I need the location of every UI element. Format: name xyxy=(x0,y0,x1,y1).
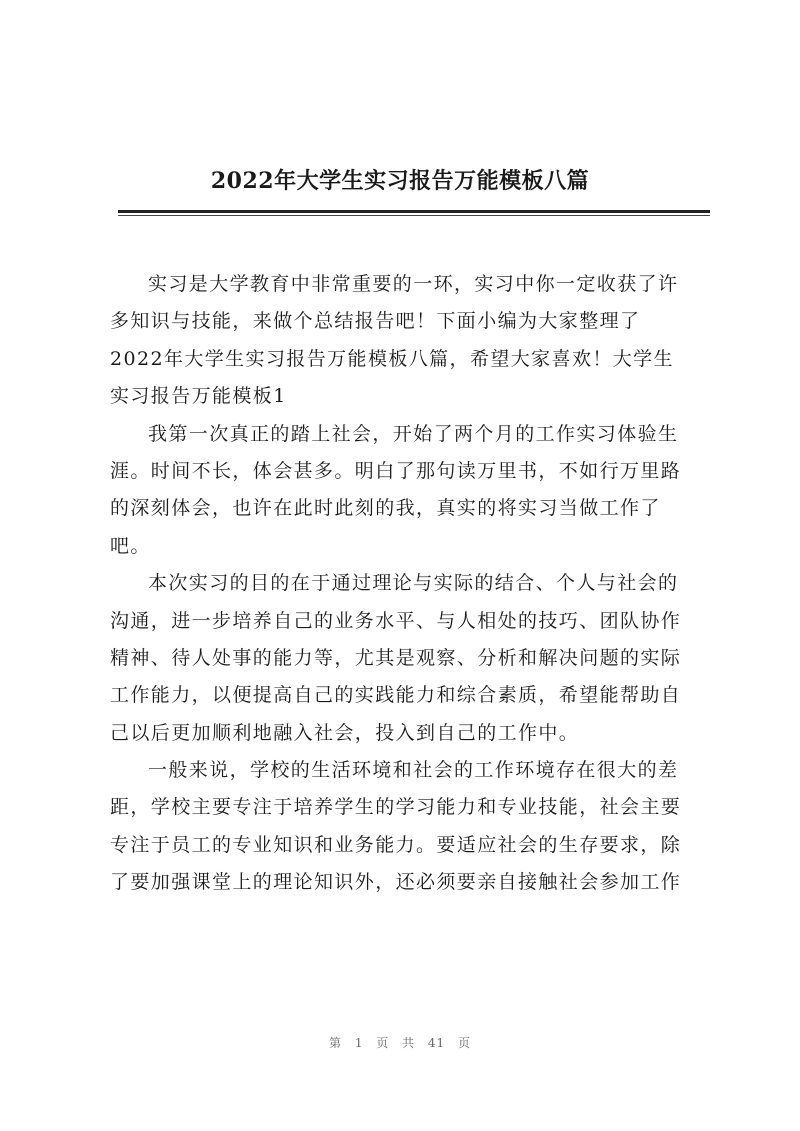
title-underline-thin xyxy=(118,215,710,216)
text-line: 实习报告万能模板1 xyxy=(110,385,287,408)
text-line: 己以后更加顺利地融入社会，投入到自己的工作中。 xyxy=(110,721,580,744)
text-line: 的深刻体会，也许在此时此刻的我，真实的将实习当做工作了 xyxy=(110,497,661,520)
page-footer: 第 1 页 共 41 页 xyxy=(329,1036,471,1050)
text-line: 距，学校主要专注于培养学生的学习能力和专业技能，社会主要 xyxy=(110,796,682,819)
paragraph xyxy=(110,565,710,752)
text-line: 本次实习的目的在于通过理论与实际的结合、个人与社会的 xyxy=(148,572,679,595)
text-line: 工作能力，以便提高自己的实践能力和综合素质，希望能帮助自 xyxy=(110,684,682,707)
paragraph xyxy=(110,416,710,566)
text-line: 多知识与技能，来做个总结报告吧！下面小编为大家整理了 xyxy=(110,310,641,333)
text-line: 专注于员工的专业知识和业务能力。要适应社会的生存要求，除 xyxy=(110,833,682,856)
paragraph xyxy=(110,266,710,416)
text-line: 一般来说，学校的生活环境和社会的工作环境存在很大的差 xyxy=(148,759,679,782)
text-line: 吧。 xyxy=(110,534,151,557)
text-line: 实习是大学教育中非常重要的一环，实习中你一定收获了许 xyxy=(148,273,679,295)
title-underline xyxy=(118,210,710,213)
text-line: 2022年大学生实习报告万能模板八篇，希望大家喜欢！大学生 xyxy=(110,347,674,370)
text-line: 精神、待人处事的能力等，尤其是观察、分析和解决问题的实际 xyxy=(110,646,682,669)
text-line: 沟通，进一步培养自己的业务水平、与人相处的技巧、团队协作 xyxy=(110,609,682,632)
paragraph xyxy=(110,752,710,902)
text-line: 了要加强课堂上的理论知识外，还必须要亲自接触社会参加工作 xyxy=(110,871,682,894)
page-title: 2022年大学生实习报告万能模板八篇 xyxy=(210,168,590,194)
text-line: 涯。时间不长，体会甚多。明白了那句读万里书，不如行万里路 xyxy=(110,459,682,482)
text-line: 我第一次真正的踏上社会，开始了两个月的工作实习体验生 xyxy=(148,422,679,445)
document-body xyxy=(110,266,710,902)
